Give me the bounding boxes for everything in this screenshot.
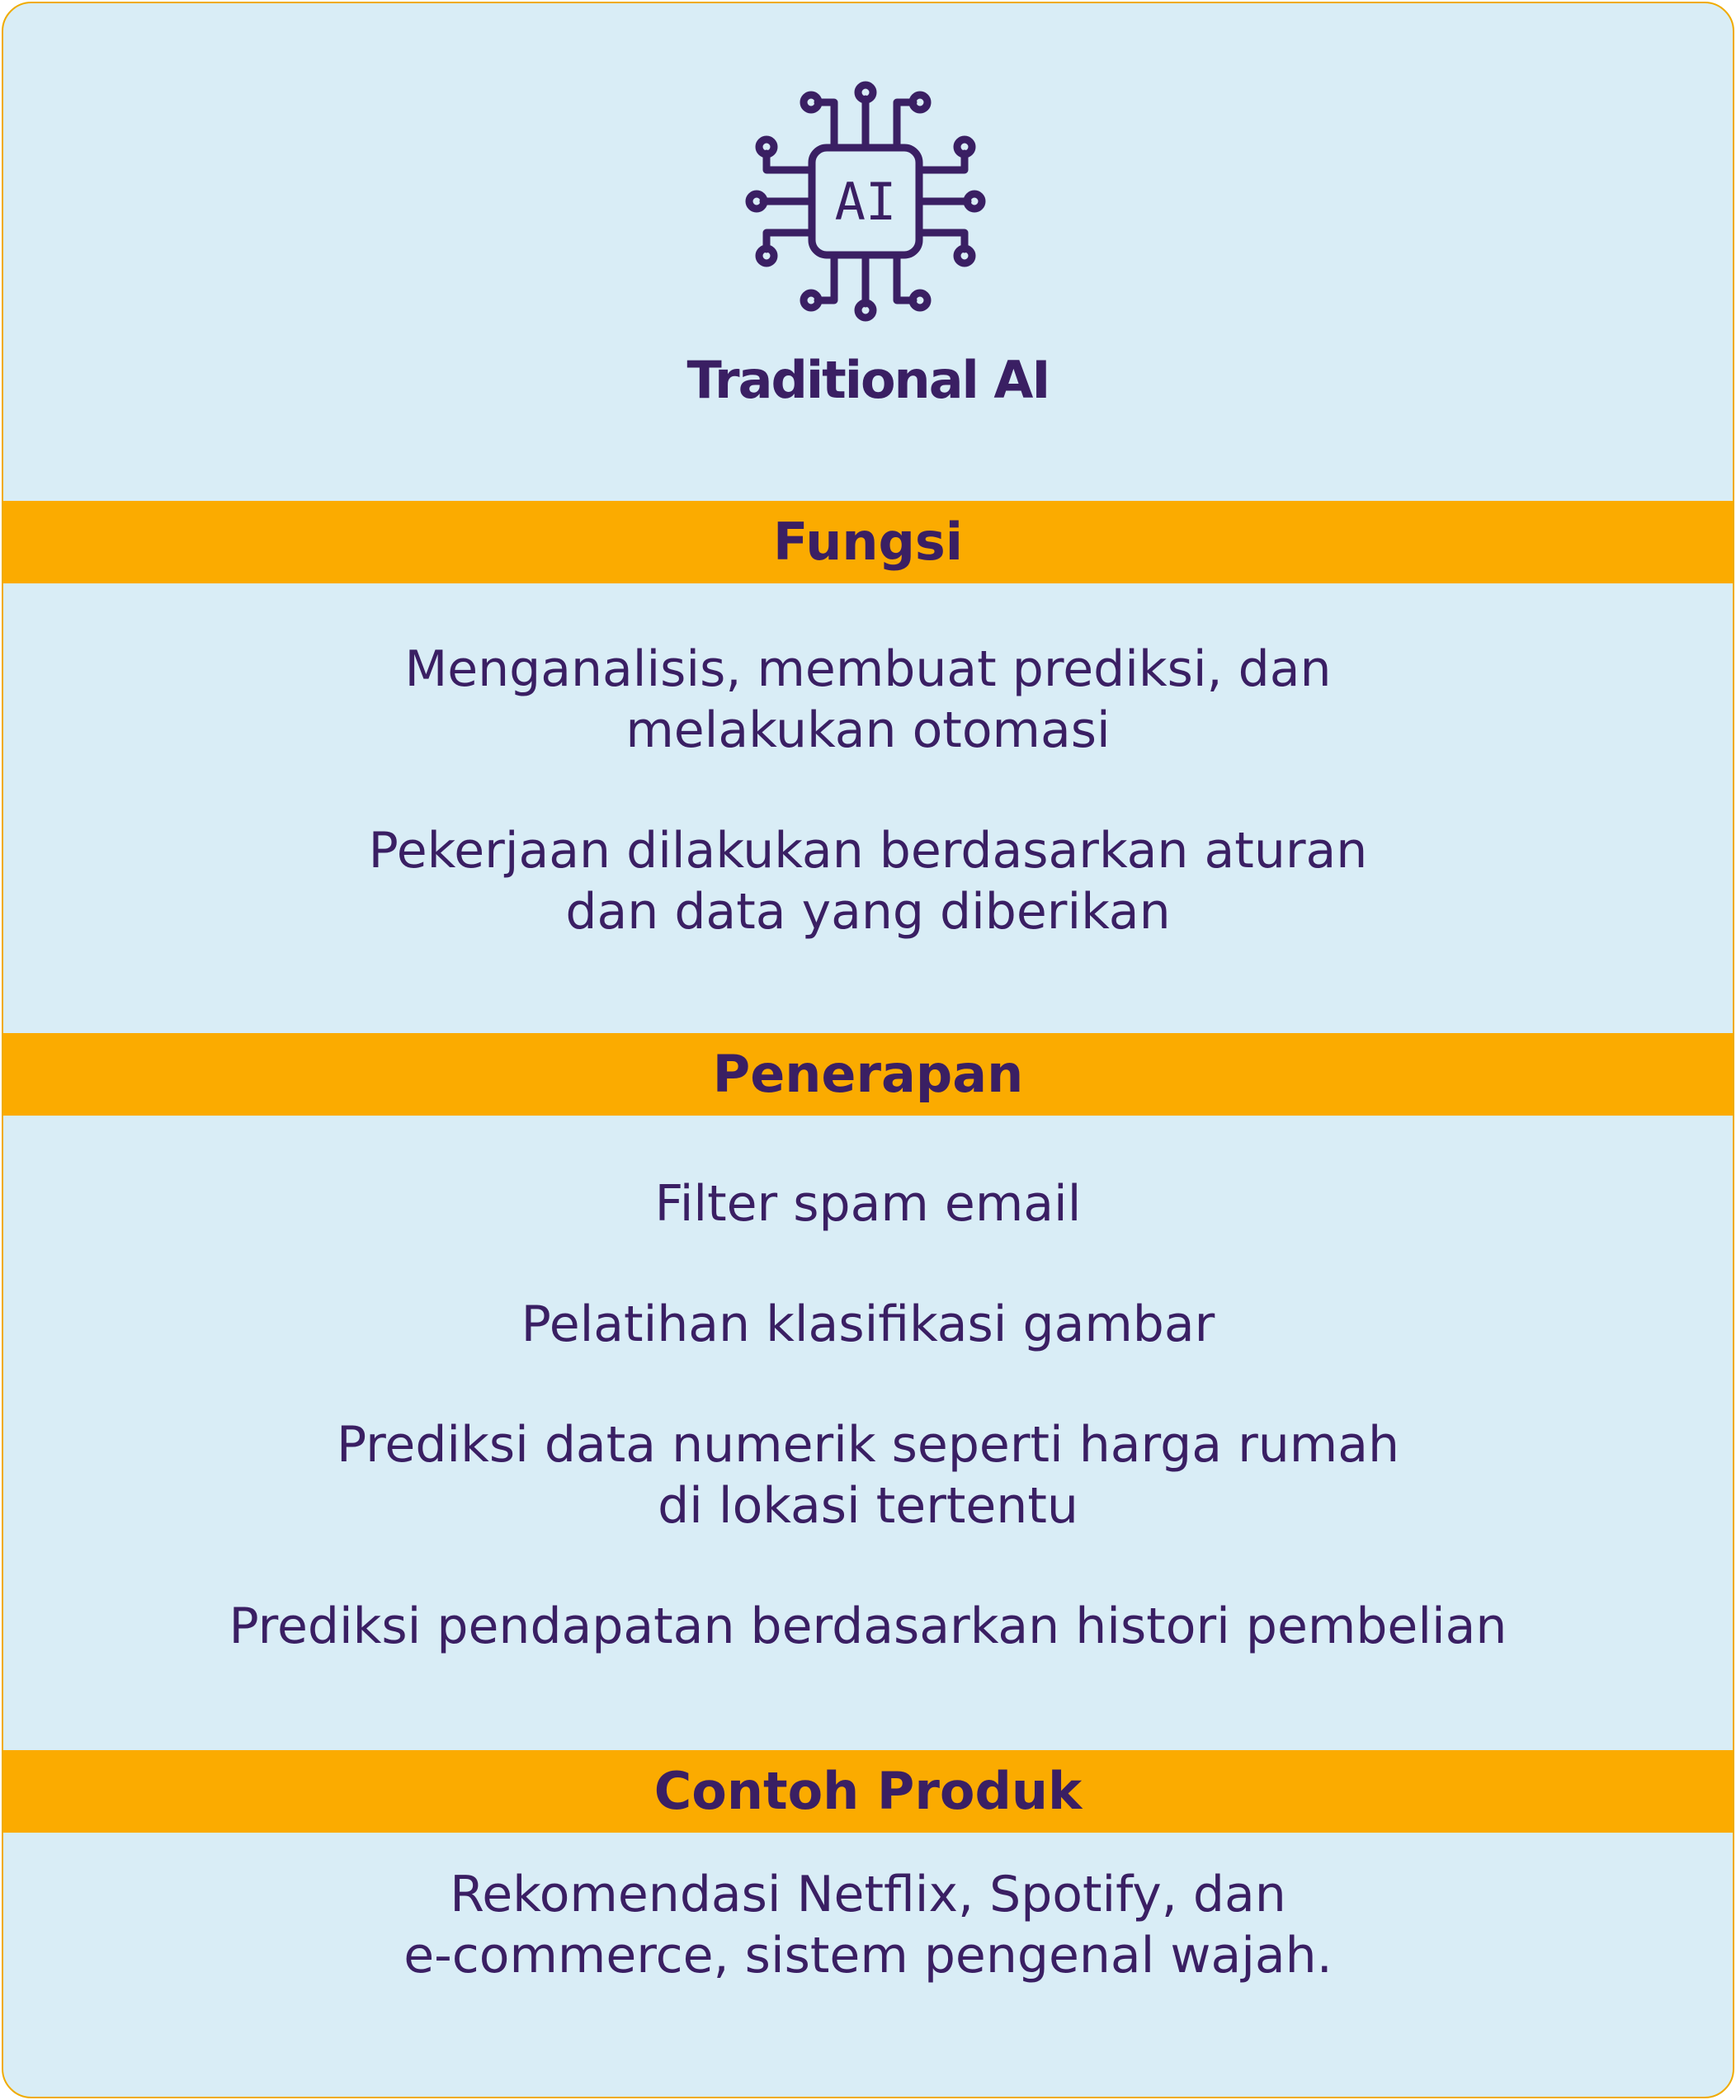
section-heading-fungsi: Fungsi [3, 501, 1733, 583]
section-contoh-produk [36, 1864, 1700, 1986]
section-fungsi [36, 639, 1700, 942]
section-heading-penerapan: Penerapan [3, 1033, 1733, 1116]
list-item: Filter spam email [654, 1175, 1082, 1233]
section-heading-contoh-produk: Contoh Produk [3, 1750, 1733, 1833]
section-penerapan [36, 1173, 1700, 1657]
list-item: Pekerjaan dilakukan berdasarkan aturan dan data yang diberikan [368, 822, 1368, 941]
comparison-card [2, 2, 1734, 2098]
list-item: Prediksi data numerik seperti harga rumah di lokasi tertentu [336, 1416, 1400, 1535]
list-item: Menganalisis, membuat prediksi, dan melakukan otomasi [404, 640, 1332, 759]
page-title: Traditional AI [686, 350, 1050, 410]
list-item: Pelatihan klasifikasi gambar [521, 1295, 1215, 1353]
list-item: Prediksi pendapatan berdasarkan histori pembelian [229, 1597, 1507, 1655]
list-item: Rekomendasi Netflix, Spotify, dan e-commerce, sistem pengenal wajah. [403, 1866, 1333, 1984]
ai-chip-label: AI [834, 172, 897, 232]
ai-chip-icon [742, 78, 989, 325]
